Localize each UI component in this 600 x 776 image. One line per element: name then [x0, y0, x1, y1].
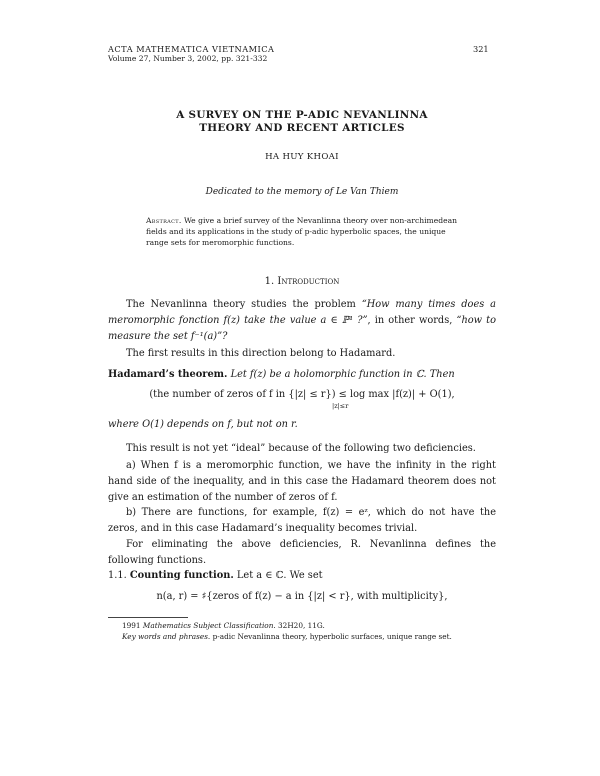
- intro-text-a: The Nevanlinna theory studies the problem: [126, 299, 362, 310]
- section-heading: [108, 276, 496, 287]
- deficiency-b: b) There are functions, for example, f(z) = eᶻ, which do not have the zeros, and in this case Hadamard’s inequality becomes trivial.: [108, 507, 496, 534]
- nevanlinna-definition-intro: For eliminating the above deficiencies, R. Nevanlinna defines the following functions.: [108, 539, 496, 566]
- subsection-heading: [108, 570, 323, 581]
- theorem-where: where O(1) depends on f, but not on r.: [108, 419, 298, 430]
- footnote-classification-label: Mathematics Subject Classification.: [142, 621, 276, 630]
- footnote-classification-text: 32H20, 11G.: [275, 621, 325, 630]
- footnote-divider: [108, 617, 188, 618]
- theorem: [108, 367, 496, 383]
- abstract: [146, 215, 466, 248]
- max-subscript: |z|≤r: [332, 402, 349, 410]
- deficiency-a: a) When f is a meromorphic function, we have the infinity in the right hand side of the inequality, and in this case the Hadamard theorem does not give an estimation of the number of zeros of f.: [108, 460, 496, 503]
- abstract-text: We give a brief survey of the Nevanlinna theory over non-archimedean fields and its applications in the study of p-adic hyperbolic spaces, the unique range sets for meromorphic functions.: [146, 216, 457, 247]
- subsection-title: Counting function.: [129, 570, 234, 581]
- theorem-title: Hadamard’s theorem.: [108, 369, 228, 380]
- footnote-keywords: [122, 632, 452, 641]
- intro-question: “How many times does a meromorphic fonction f(z) take the value a ∈ ℙ¹ ?”: [108, 299, 496, 326]
- theorem-body: Let f(z) be a holomorphic function in ℂ. Then: [230, 369, 455, 380]
- abstract-label: Abstract.: [146, 216, 182, 225]
- intro-paragraph: [108, 297, 496, 345]
- subsection-text: Let a ∈ ℂ. We set: [236, 570, 323, 581]
- deficiency-intro: This result is not yet “ideal” because of the following two deficiencies.: [126, 443, 476, 454]
- intro-text-b: , in other words,: [367, 315, 457, 326]
- section-title: Introduction: [277, 276, 340, 287]
- intro-text-c: “how to measure the set f⁻¹(a)”?: [108, 315, 496, 342]
- footnote-year: 1991: [122, 621, 143, 630]
- hadamard-intro: The first results in this direction belong to Hadamard.: [126, 348, 396, 359]
- page-number: 321: [473, 44, 489, 54]
- hadamard-formula: (the number of zeros of f in {|z| ≤ r}) ≤ log max |f(z)| + O(1),: [149, 389, 455, 400]
- footnote-keywords-label: Key words and phrases.: [122, 632, 211, 641]
- journal-name: ACTA MATHEMATICA VIETNAMICA: [108, 44, 275, 54]
- author: HA HUY KHOAI: [265, 152, 339, 162]
- subsection-number: 1.1.: [108, 570, 127, 581]
- paper-title-line-1: A SURVEY ON THE P-ADIC NEVANLINNA: [176, 109, 428, 121]
- journal-volume: Volume 27, Number 3, 2002, pp. 321-332: [108, 54, 268, 63]
- dedication: Dedicated to the memory of Le Van Thiem: [205, 187, 399, 197]
- footnote-classification: [122, 621, 325, 630]
- counting-function-formula: n(a, r) = ♯{zeros of f(z) − a in {|z| < r}, with multiplicity},: [156, 591, 448, 602]
- section-number: 1.: [264, 276, 275, 287]
- footnote-keywords-text: p-adic Nevanlinna theory, hyperbolic surfaces, unique range set.: [210, 632, 452, 641]
- paper-title-line-2: THEORY AND RECENT ARTICLES: [199, 122, 405, 134]
